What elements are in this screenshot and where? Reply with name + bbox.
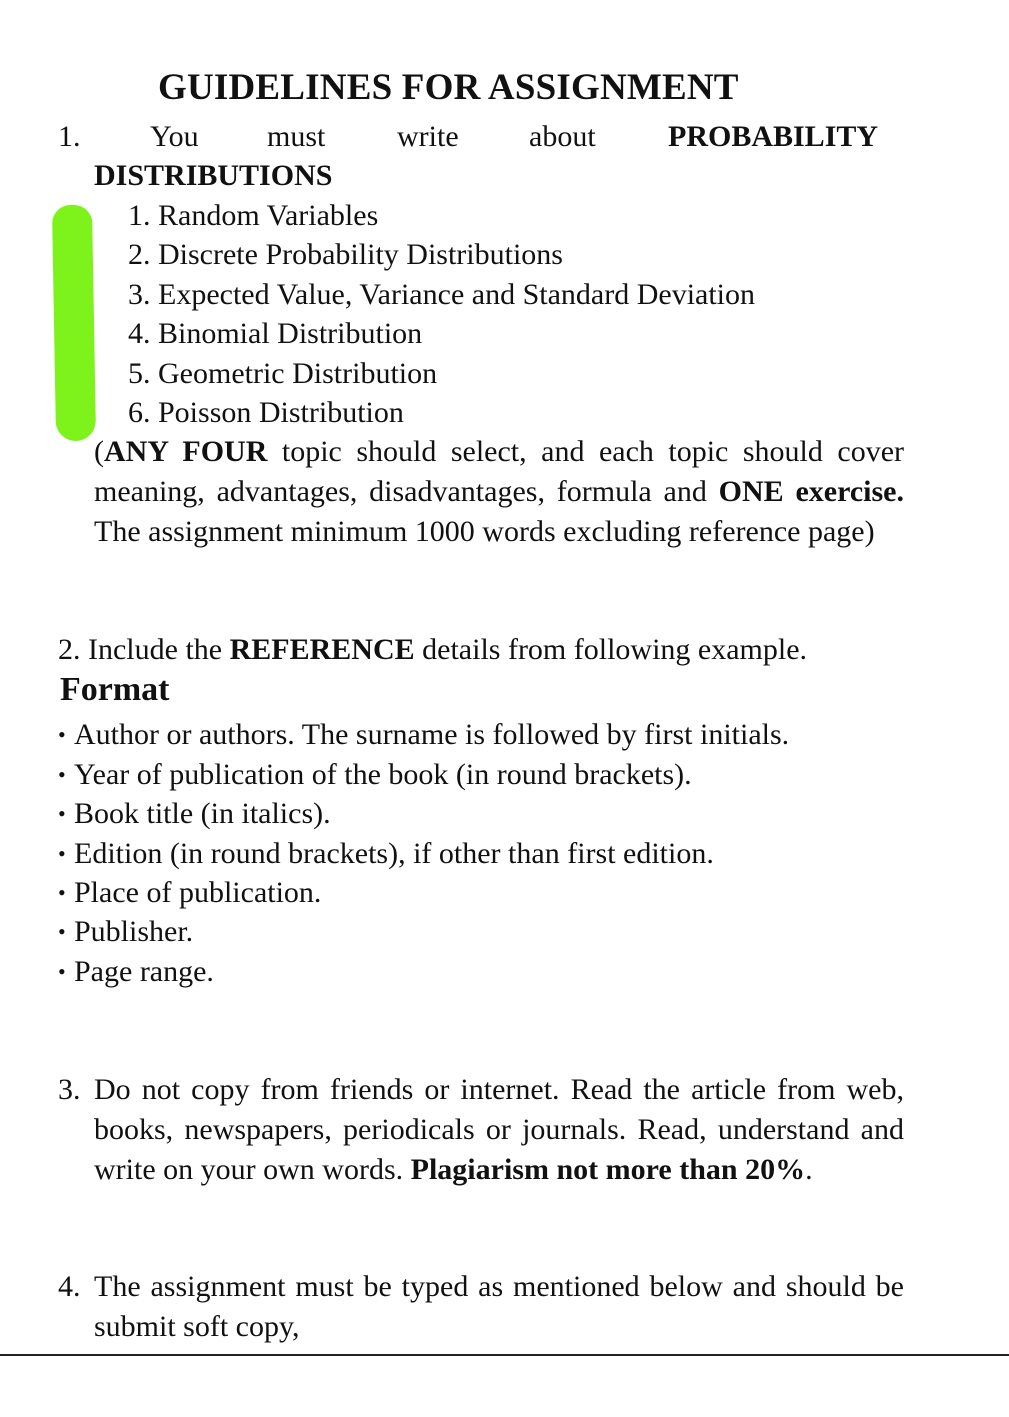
item1-word-must: must (267, 120, 326, 153)
item4-typing-text: The assignment must be typed as mentioned below and should be submit soft copy, (94, 1270, 904, 1343)
item1-number: 1. (58, 120, 81, 153)
format-bullet: • Publisher. (58, 915, 194, 948)
format-bullet: • Author or authors. The surname is followed by first initials. (58, 718, 790, 751)
item1-word-you: You (150, 120, 199, 153)
item1-word-probability: PROBABILITY (668, 120, 879, 153)
item3-plagiarism-text: Do not copy from friends or internet. Read the article from web, books, newspapers, periodicals or journals. Read, understand and write on your own words. Plagiarism not more than 20%. (94, 1073, 904, 1186)
topic-item: 3. Expected Value, Variance and Standard Deviation (128, 278, 756, 311)
format-bullet: • Book title (in italics). (58, 797, 331, 830)
format-bullet: • Page range. (58, 955, 214, 988)
item1-word-write: write (397, 120, 459, 153)
format-bullet: • Edition (in round brackets), if other than first edition. (58, 837, 714, 870)
item4-number: 4. (58, 1270, 81, 1303)
topic-selection-note: (ANY FOUR topic should select, and each topic should cover meaning, advantages, disadvantages, formula and ONE exercise. The assignment minimum 1000 words excluding reference page) (94, 435, 904, 548)
topic-item: 6. Poisson Distribution (128, 396, 404, 429)
item3-number: 3. (58, 1073, 81, 1106)
format-bullet: • Place of publication. (58, 876, 322, 909)
format-heading: Format (60, 671, 170, 708)
topic-item: 4. Binomial Distribution (128, 317, 423, 350)
bottom-rule (0, 1354, 1009, 1356)
item1-word-about: about (529, 120, 596, 153)
item1-distributions: DISTRIBUTIONS (94, 159, 333, 192)
format-bullet: • Year of publication of the book (in round brackets). (58, 758, 692, 791)
topic-item: 1. Random Variables (128, 199, 379, 232)
topic-item: 5. Geometric Distribution (128, 357, 438, 390)
topic-item: 2. Discrete Probability Distributions (128, 238, 563, 271)
item2-reference-instruction: 2. Include the REFERENCE details from following example. (58, 633, 808, 666)
highlighter-mark (52, 205, 96, 442)
page-title: GUIDELINES FOR ASSIGNMENT (158, 67, 739, 108)
